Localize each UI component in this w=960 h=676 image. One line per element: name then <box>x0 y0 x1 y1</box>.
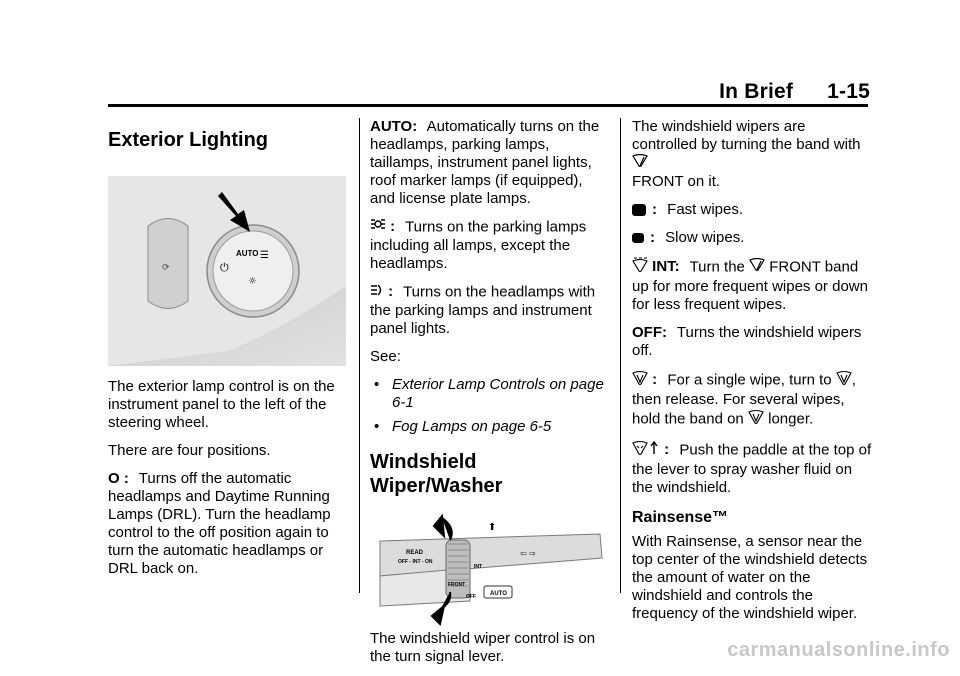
slow-wipes-text: Slow wipes. <box>665 229 745 246</box>
section-title: In Brief <box>719 80 794 103</box>
washer-entry <box>632 440 872 497</box>
mist-wiper-icon <box>748 409 764 430</box>
windshield-wiper-icon <box>749 258 765 277</box>
washer-text: Push the paddle at the top of the lever to spray washer fluid on the windshield. <box>632 441 872 496</box>
column-2 <box>370 118 610 676</box>
off-entry <box>632 324 872 360</box>
fast-wipe-colon: : <box>652 201 657 218</box>
page-header <box>719 80 870 104</box>
section-heading-exterior-lighting: Exterior Lighting <box>108 129 268 151</box>
page-number: 1-15 <box>827 80 870 103</box>
intermittent-wiper-icon <box>632 257 648 278</box>
column-3 <box>632 118 872 633</box>
see-label: See: <box>370 348 401 365</box>
off-position-text: Turns off the automatic headlamps and Daytime Running Lamps (DRL). Turn the headlamp control to the off position again to turn the automatic headlamps or DRL back on. <box>108 470 331 577</box>
off-label: OFF: <box>632 324 667 341</box>
wiper-control-caption: The windshield wiper control is on the turn signal lever. <box>370 630 596 665</box>
wiper-intro-text-a: The windshield wipers are controlled by turning the band with <box>632 118 861 153</box>
wiper-intro <box>632 118 872 191</box>
off-position-entry <box>108 470 350 578</box>
figure-off-label: OFF <box>466 594 476 600</box>
headlamp-icon <box>370 283 384 302</box>
rotate-up-arrow-icon <box>434 516 452 540</box>
header-rule <box>108 104 868 107</box>
int-label: INT: <box>652 258 680 276</box>
fast-wipes-text: Fast wipes. <box>667 201 744 218</box>
exterior-lamp-control-illustration <box>108 176 346 366</box>
figure-auto-label: AUTO <box>236 249 259 258</box>
watermark: carmanualsonline.info <box>727 639 950 661</box>
svg-text:⬆: ⬆ <box>488 522 497 533</box>
svg-text:☰: ☰ <box>260 250 269 261</box>
headlamp-colon: : <box>388 283 394 301</box>
section-heading-windshield-wiper-washer: Windshield Wiper/Washer <box>370 451 503 497</box>
parking-lamps-entry <box>370 218 610 273</box>
link-fog-lamps[interactable]: • Fog Lamps on page 6-5 <box>370 418 610 436</box>
four-positions-text: There are four positions. <box>108 442 271 459</box>
fast-wipes-entry <box>632 201 872 219</box>
wiper-intro-text-b: FRONT on it. <box>632 173 721 190</box>
mist-text-a: For a single wipe, turn to <box>667 371 832 389</box>
svg-text:⇦ ⇨: ⇦ ⇨ <box>520 549 536 558</box>
int-entry <box>632 257 872 314</box>
washer-fluid-icon <box>632 440 660 461</box>
link-exterior-lamp-controls[interactable]: • Exterior Lamp Controls on page 6-1 <box>370 376 610 412</box>
mist-wiper-icon <box>836 370 852 391</box>
wiper-lever-illustration <box>370 506 606 626</box>
parking-lamp-icon <box>370 218 386 237</box>
mist-entry <box>632 370 872 430</box>
off-text: Turns the windshield wipers off. <box>632 324 862 359</box>
headlamps-text: Turns on the headlamps with the parking lamps and instrument panel lights. <box>370 283 596 337</box>
svg-text:⟳: ⟳ <box>162 263 170 273</box>
wiper-lever-drawing <box>370 506 606 626</box>
lamp-control-drawing <box>108 176 346 366</box>
auto-text: Automatically turns on the headlamps, parking lamps, taillamps, instrument panel lights, roof marker lamps (if equipped), and license plate lamps. <box>370 118 600 207</box>
column-divider-2 <box>620 118 621 593</box>
washer-colon: : <box>664 441 670 459</box>
figure-auto-label: AUTO <box>490 591 507 597</box>
subsection-heading-rainsense: Rainsense™ <box>632 509 729 526</box>
power-off-icon: O : <box>108 470 129 487</box>
windshield-wiper-icon <box>632 154 648 173</box>
auto-label: AUTO: <box>370 118 418 135</box>
parking-lamps-text: Turns on the parking lamps including all lamps, except the headlamps. <box>370 218 587 272</box>
column-1 <box>108 118 350 588</box>
auto-entry <box>370 118 610 208</box>
mist-colon: : <box>652 371 658 389</box>
svg-text:⏻: ⏻ <box>220 261 229 274</box>
figure-read-label: READ <box>406 550 424 556</box>
rainsense-description: With Rainsense, a sensor near the top center of the windshield detects the amount of water on the windshield and controls the frequency of the windshield wiper. <box>632 533 868 622</box>
int-text-b: FRONT band up for more frequent wipes or down for less frequent wipes. <box>632 258 868 313</box>
parking-lamp-colon: : <box>390 218 396 236</box>
figure-positions-label: OFF - INT - ON <box>398 559 433 565</box>
mist-text-b: , then release. For several wipes, hold the band on <box>632 371 856 428</box>
mist-text-c: longer. <box>768 410 814 428</box>
column-divider-1 <box>359 118 360 593</box>
slow-wipe-icon <box>632 233 644 243</box>
slow-wipe-colon: : <box>650 229 655 246</box>
figure-int-label: INT <box>474 564 483 570</box>
lamp-control-description: The exterior lamp control is on the instrument panel to the left of the steering wheel. <box>108 378 335 431</box>
slow-wipes-entry <box>632 229 872 247</box>
int-text-a: Turn the <box>689 258 745 276</box>
fast-wipe-icon <box>632 204 646 216</box>
mist-wiper-icon <box>632 370 648 391</box>
figure-front-label: FRONT <box>448 582 466 588</box>
svg-text:☼: ☼ <box>248 276 257 287</box>
headlamps-entry <box>370 283 610 338</box>
